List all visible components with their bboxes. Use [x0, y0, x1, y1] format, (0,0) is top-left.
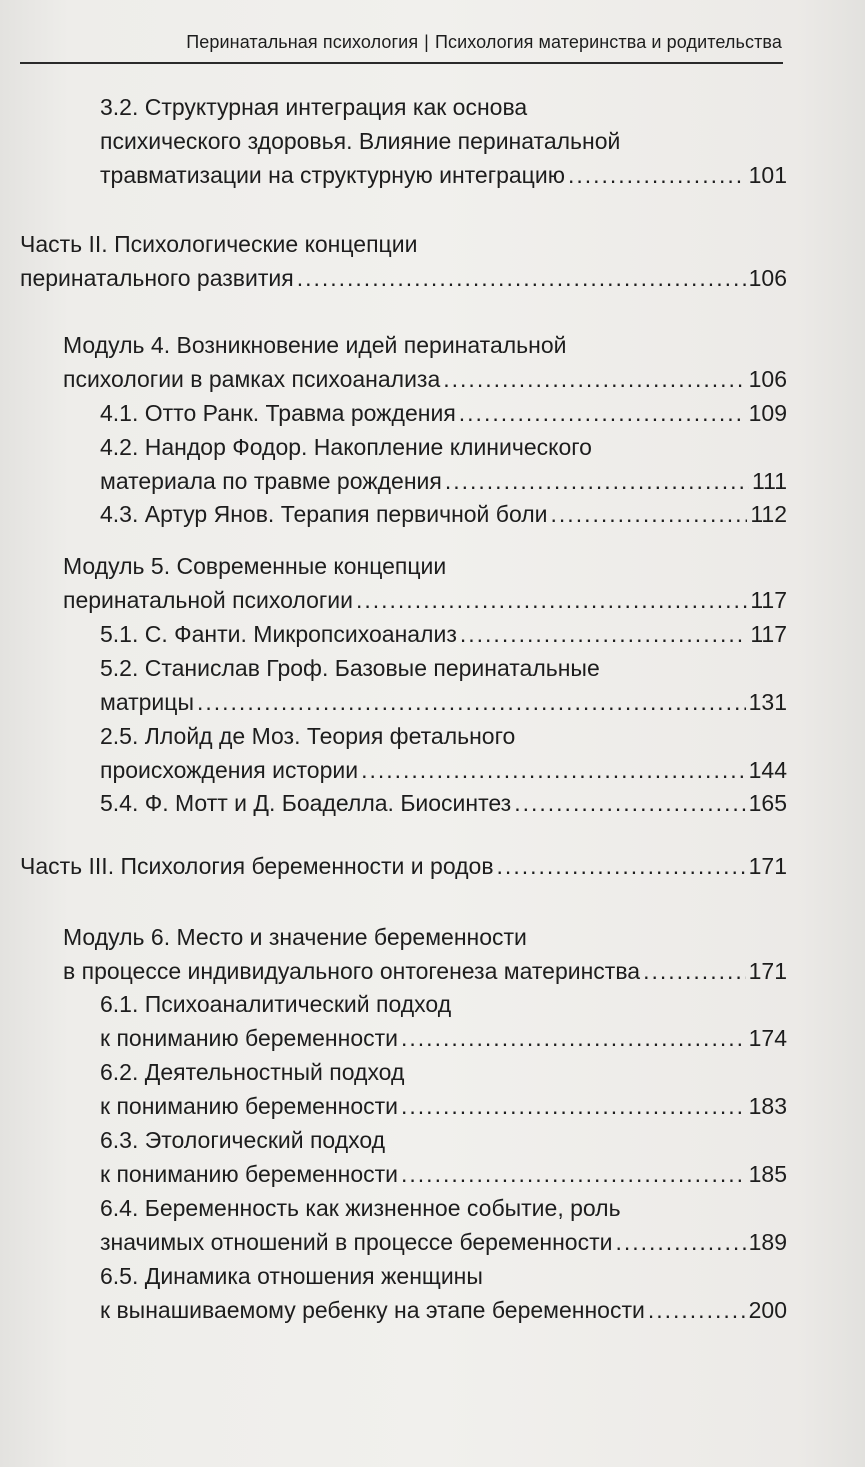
toc-entry-line: 5.2. Станислав Гроф. Базовые перинатальные [100, 655, 600, 681]
toc-entry-title-end: происхождения истории [100, 757, 359, 783]
toc-page-number: 165 [748, 790, 787, 816]
toc-entry-line [20, 261, 787, 295]
dot-leader [497, 849, 746, 883]
toc-entry-4-1 [100, 396, 787, 430]
toc-entry-line [100, 1225, 787, 1259]
toc-entry-3-2 [100, 90, 787, 192]
toc-entry-line [100, 786, 787, 820]
toc-entry-5-2 [100, 651, 787, 719]
toc-entry-line [100, 617, 787, 651]
toc-entry-5-4 [100, 786, 787, 820]
dot-leader [459, 396, 746, 430]
toc-entry-line [20, 849, 787, 883]
toc-entry-title-end: к пониманию беременности [100, 1161, 399, 1187]
dot-leader [361, 753, 746, 787]
toc-entry-line [100, 464, 787, 498]
running-head-left: Перинатальная психология [186, 32, 419, 52]
toc-entry-line: 3.2. Структурная интеграция как основа [100, 94, 528, 120]
toc-entry-part-3 [20, 849, 787, 883]
toc-entry-6-5 [100, 1259, 787, 1327]
dot-leader [460, 617, 747, 651]
dot-leader [197, 685, 746, 719]
toc-entry-line [100, 158, 787, 192]
toc-entry-title-end: к вынашиваемому ребенку на этапе беременности [100, 1297, 645, 1323]
dot-leader [648, 1293, 746, 1327]
toc-entry-line: 6.1. Психоаналитический подход [100, 991, 452, 1017]
dot-leader [401, 1157, 746, 1191]
toc-page-number: 117 [750, 621, 787, 647]
dot-leader [356, 583, 747, 617]
toc-entry-title-end: перинатальной психологии [63, 587, 353, 613]
toc-entry-6-1 [100, 987, 787, 1055]
toc-entry-2-5 [100, 719, 787, 787]
toc-entry-title-end: травматизации на структурную интеграцию [100, 162, 565, 188]
toc-entry-6-2 [100, 1055, 787, 1123]
toc-page-number: 106 [748, 265, 787, 291]
dot-leader [568, 158, 746, 192]
toc-page-number: 112 [750, 501, 787, 527]
dot-leader [643, 954, 746, 988]
dot-leader [615, 1225, 745, 1259]
toc-entry-line [100, 497, 787, 531]
toc-entry-6-4 [100, 1191, 787, 1259]
toc-entry-title-end: матрицы [100, 689, 194, 715]
toc-entry-6-3 [100, 1123, 787, 1191]
toc-entry-title-end: 4.1. Отто Ранк. Травма рождения [100, 400, 456, 426]
dot-leader [401, 1089, 746, 1123]
toc-page-number: 106 [748, 366, 787, 392]
toc-page-number: 189 [748, 1229, 787, 1255]
toc-entry-line: Модуль 5. Современные концепции [63, 553, 447, 579]
toc-entry-module-5 [63, 549, 787, 617]
toc-entry-line [63, 583, 787, 617]
toc-entry-4-3 [100, 497, 787, 531]
toc-entry-line: 4.2. Нандор Фодор. Накопление клинического [100, 434, 592, 460]
toc-page-number: 183 [748, 1093, 787, 1119]
toc-entry-line [100, 1089, 787, 1123]
toc-entry-title-end: перинатального развития [20, 265, 294, 291]
toc-entry-line: Модуль 6. Место и значение беременности [63, 924, 527, 950]
dot-leader [445, 464, 749, 498]
toc-page-number: 131 [748, 689, 787, 715]
toc-entry-line: 6.5. Динамика отношения женщины [100, 1263, 483, 1289]
toc-page-number: 185 [748, 1161, 787, 1187]
toc-entry-title-end: 5.1. С. Фанти. Микропсихоанализ [100, 621, 457, 647]
toc-entry-module-4 [63, 328, 787, 396]
toc-entry-title-end: 4.3. Артур Янов. Терапия первичной боли [100, 501, 548, 527]
toc-entry-part-2 [20, 227, 787, 295]
dot-leader [514, 786, 745, 820]
toc-page-number: 200 [748, 1297, 787, 1323]
toc-page-number: 171 [748, 853, 787, 879]
toc-page-number: 101 [748, 162, 787, 188]
toc-entry-5-1 [100, 617, 787, 651]
toc-entry-line: психического здоровья. Влияние перинатальной [100, 128, 621, 154]
toc-entry-title-end: Часть III. Психология беременности и родов [20, 853, 494, 879]
toc-entry-module-6 [63, 920, 787, 988]
toc-entry-line: 2.5. Ллойд де Моз. Теория фетального [100, 723, 516, 749]
dot-leader [297, 261, 746, 295]
toc-entry-title-end: материала по травме рождения [100, 468, 442, 494]
toc-entry-line: 6.4. Беременность как жизненное событие, роль [100, 1195, 621, 1221]
toc-entry-4-2 [100, 430, 787, 498]
toc-entry-line [100, 1021, 787, 1055]
toc-entry-line: 6.2. Деятельностный подход [100, 1059, 405, 1085]
toc-entry-title-end: к пониманию беременности [100, 1025, 399, 1051]
toc-entry-title-end: значимых отношений в процессе беременности [100, 1229, 613, 1255]
toc-entry-title-end: к пониманию беременности [100, 1093, 399, 1119]
dot-leader [551, 497, 748, 531]
toc-entry-line: Часть II. Психологические концепции [20, 231, 418, 257]
toc-entry-title-end: психологии в рамках психоанализа [63, 366, 441, 392]
dot-leader [401, 1021, 746, 1055]
toc-entry-line [100, 396, 787, 430]
running-head-separator: | [424, 32, 429, 52]
toc-entry-line: Модуль 4. Возникновение идей перинатальной [63, 332, 567, 358]
toc-entry-title-end: 5.4. Ф. Мотт и Д. Боаделла. Биосинтез [100, 790, 512, 816]
toc-entry-line [63, 954, 787, 988]
toc-page-number: 109 [748, 400, 787, 426]
toc-page-number: 174 [748, 1025, 787, 1051]
toc-entry-title-end: в процессе индивидуального онтогенеза материнства [63, 958, 641, 984]
toc-entry-line [100, 1293, 787, 1327]
toc-entry-line [63, 362, 787, 396]
toc-page-number: 111 [752, 468, 787, 494]
dot-leader [443, 362, 745, 396]
toc-entry-line [100, 685, 787, 719]
toc-entry-line [100, 753, 787, 787]
running-head-right: Психология материнства и родительства [434, 32, 782, 52]
toc-page-number: 144 [748, 757, 787, 783]
toc-page-number: 117 [750, 587, 787, 613]
toc-entry-line [100, 1157, 787, 1191]
toc-page-number: 171 [748, 958, 787, 984]
toc-entry-line: 6.3. Этологический подход [100, 1127, 386, 1153]
